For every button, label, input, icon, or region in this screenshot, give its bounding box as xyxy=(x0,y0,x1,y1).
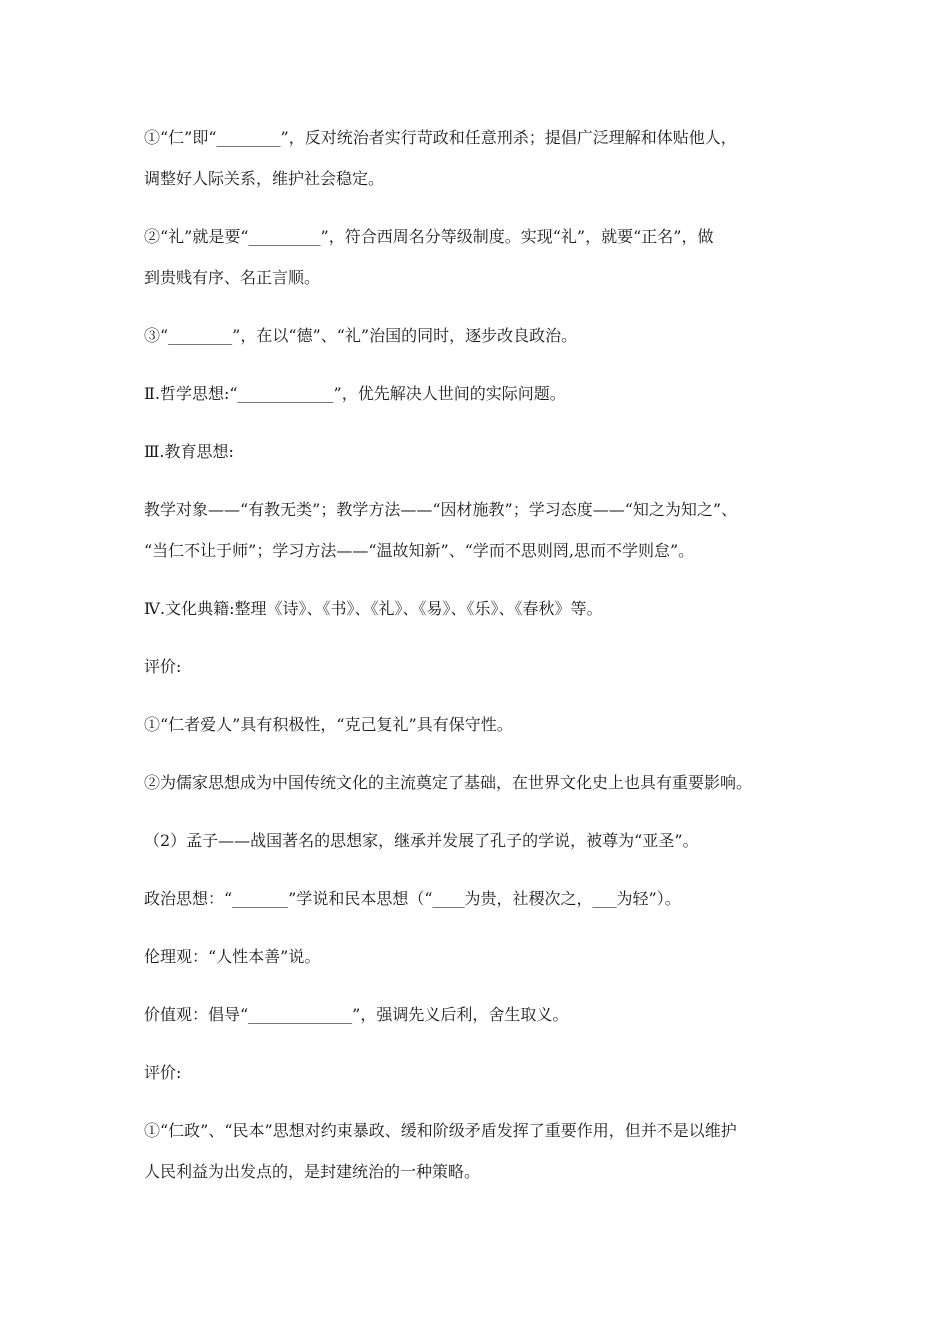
section-heading: Ⅲ.教育思想: xyxy=(144,442,234,461)
text-line: 伦理观：“人性本善”说。 xyxy=(144,947,321,966)
text-line: 政治思想：“_______”学说和民本思想（“____为贵，社稷次之，___为轻”）。 xyxy=(144,889,681,908)
text-line: ①“仁”即“________”，反对统治者实行苛政和任意刑杀；提倡广泛理解和体贴他人， xyxy=(144,128,737,147)
section-heading: Ⅱ.哲学思想:“____________”，优先解决人世间的实际问题。 xyxy=(144,384,566,403)
text-line: ①“仁者爱人”具有积极性，“克己复礼”具有保守性。 xyxy=(144,715,513,734)
section-heading: 评价: xyxy=(144,1063,182,1082)
text-line: 调整好人际关系，维护社会稳定。 xyxy=(144,169,385,188)
section-heading: 评价: xyxy=(144,657,182,676)
text-line: ①“仁政”、“民本”思想对约束暴政、缓和阶级矛盾发挥了重要作用，但并不是以维护 xyxy=(144,1121,737,1140)
text-line: 人民利益为出发点的，是封建统治的一种策略。 xyxy=(144,1162,481,1181)
text-line: ②“礼”就是要“_________”，符合西周名分等级制度。实现“礼”，就要“正名”，做 xyxy=(144,227,714,246)
text-line: ②为儒家思想成为中国传统文化的主流奠定了基础，在世界文化史上也具有重要影响。 xyxy=(144,773,753,792)
text-line: “当仁不让于师”；学习方法——“温故知新”、“学而不思则罔,思而不学则怠”。 xyxy=(144,541,695,560)
text-line: ③“________”，在以“德”、“礼”治国的同时，逐步改良政治。 xyxy=(144,326,578,345)
text-line: 价值观：倡导“_____________”，强调先义后利，舍生取义。 xyxy=(144,1005,569,1024)
section-heading: Ⅳ.文化典籍:整理《诗》、《书》、《礼》、《易》、《乐》、《春秋》等。 xyxy=(144,599,603,618)
text-line: 到贵贱有序、名正言顺。 xyxy=(144,268,321,287)
text-line: 教学对象——“有教无类”；教学方法——“因材施教”；学习态度——“知之为知之”、 xyxy=(144,500,738,519)
section-heading: （2）孟子——战国著名的思想家，继承并发展了孔子的学说，被尊为“亚圣”。 xyxy=(144,831,699,850)
